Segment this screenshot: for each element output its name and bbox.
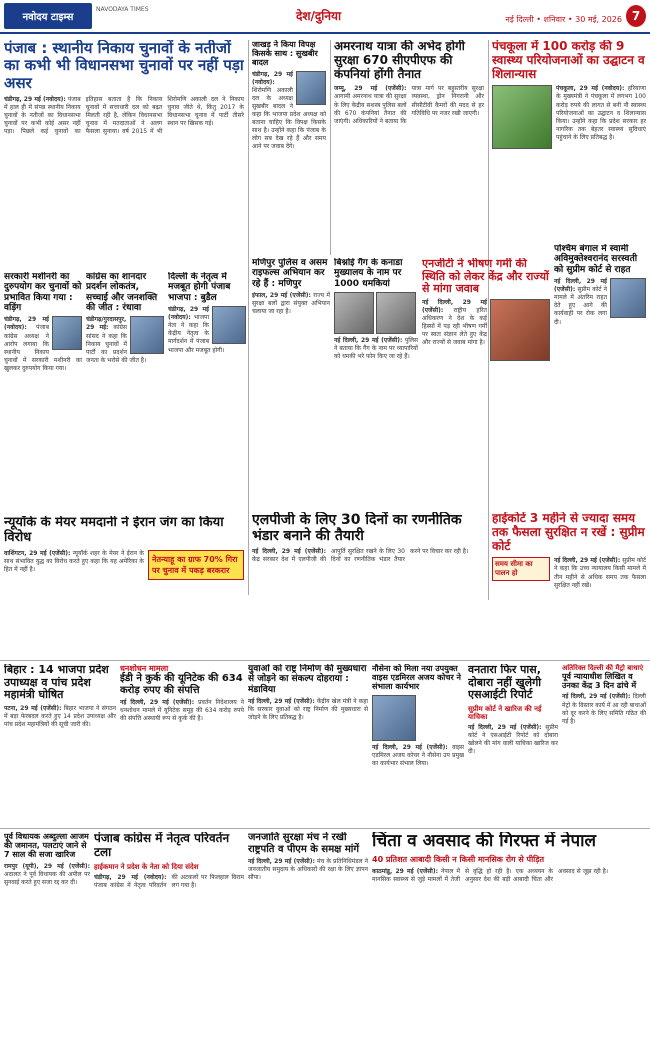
article-newyork (4, 516, 244, 656)
article-text: राज्य में सुरक्षा बलों द्वारा संयुक्त अभियान चलाया जा रहा है। (252, 292, 330, 316)
article-text: पंजाब कांग्रेस में नेतृत्व परिवर्तन की अटकलों पर फिलहाल विराम लग गया है। (94, 873, 244, 889)
article-body (4, 96, 244, 136)
article-text: केंद्र सरकार देश में एलपीजी की आपूर्ति सुरक्षित रखने के लिए 30 दिनों का रणनीतिक भंडार तैयार करने पर विचार कर रही है। (252, 548, 469, 564)
article-dateline: नई दिल्ली, 29 मई (एजेंसी): (554, 278, 607, 294)
article-text: आगामी अमरनाथ यात्रा की सुरक्षा के लिए केंद्रीय सशस्त्र पुलिस बलों की 670 कंपनियां तैनात की जाएंगी। अधिकारियों ने बताया कि यात्रा मार्ग पर बहुस्तरीय सुरक्षा व्यवस्था, ड्रोन निगरानी और सीसीटीवी कैमरों की मदद से हर गतिविधि पर नजर रखी जाएगी। (334, 85, 484, 125)
article-naujawan (372, 664, 464, 824)
article-amarnath (334, 40, 484, 250)
article-headline: युवाओं को राष्ट्र निर्माण की मुख्यधारा से जोड़ने का संकल्प दोहराया : मंडाविया (248, 664, 367, 695)
article-headline: पंजाब : स्थानीय निकाय चुनावों के नतीजों का कभी भी विधानसभा चुनावों पर नहीं पड़ा असर (4, 40, 244, 92)
article-yuva (248, 664, 368, 824)
article-dateline: चंडीगढ़, 29 मई (नवोदय): (168, 306, 209, 322)
page-number: 7 (626, 5, 646, 27)
article-text: पंजाब में हाल ही में संपन्न स्थानीय निकाय चुनावों के नतीजों का विधानसभा चुनावों पर कभी कोई असर नहीं पड़ा। पिछले कई चुनावों का इतिहास बताता है कि निकाय चुनावों में सत्ताधारी दल को बढ़त मिलती रही है, लेकिन विधानसभा चुनाव में मतदाताओं ने अलग फैसला सुनाया। वर्ष 2015 में भी शिरोमणि अकाली दल ने निकाय चुनाव जीते थे, किंतु 2017 के विधानसभा चुनाव में पार्टी तीसरे स्थान पर खिसक गई। (4, 95, 244, 136)
article-dateline: चंडीगढ़, 29 मई (नवोदय): (252, 70, 293, 86)
article-jakhar (252, 40, 326, 255)
article-body (252, 292, 330, 316)
article-headline: पंचकूला में 100 करोड़ की 9 स्वास्थ्य परियोजनाओं का उद्घाटन व शिलान्यास (492, 40, 645, 81)
article-lpg (252, 512, 484, 652)
article-headline: एनजीटी ने भीषण गर्मी की स्थिति को लेकर केंद्र और राज्यों से मांगा जवाब (422, 258, 549, 296)
article-body (562, 693, 646, 725)
article-dateline: रामपुर (यूपी), 29 मई (एजेंसी): (4, 862, 90, 870)
article-punjab-nikay (4, 40, 244, 268)
article-body (334, 85, 484, 125)
article-dateline: जम्मू, 29 मई (एजेंसी): (334, 85, 407, 93)
heatwave-photo (490, 299, 550, 361)
article-body (248, 698, 368, 722)
article-text: भाजपा नेता ने कहा कि केंद्रीय नेतृत्व के मार्गदर्शन में पंजाब भाजपा और मजबूत होगी। (168, 314, 225, 354)
article-body (94, 874, 244, 890)
masthead (0, 0, 650, 34)
highlight-box: नेतन्याहू का ग्राफ 70% गिरा पर चुनाव में पकड़ बरकरार (148, 550, 244, 580)
article-text: नेपाल में मानसिक स्वास्थ्य से जुड़े मामलों में तेजी से वृद्धि हो रही है। एक अध्ययन के अनुसार देश की बड़ी आबादी चिंता और अवसाद से जूझ रही है। (372, 867, 609, 883)
article-text: राष्ट्रीय हरित अधिकरण ने देश के कई हिस्सों में पड़ रही भीषण गर्मी पर स्वतः संज्ञान लेते हुए केंद्र और राज्यों से जवाब मांगा है। (422, 307, 487, 347)
article-body (4, 863, 90, 887)
article-delhi-bhajpa (168, 272, 246, 512)
article-bihar (4, 664, 116, 824)
article-headline: बिहार : 14 भाजपा प्रदेश उपाध्यक्ष व पांच प्रदेश महामंत्री घोषित (4, 664, 109, 702)
row-rule (0, 660, 650, 661)
article-dateline: वाशिंगटन, 29 मई (एजेंसी): (4, 549, 71, 557)
article-text: शिरोमणि अकाली दल के अध्यक्ष सुखबीर बादल ने कहा कि भाजपा प्रदेश अध्यक्ष को बताना चाहिए कि विपक्ष किसके साथ है। उन्होंने कहा कि पंजाब के लोग सब देख रहे हैं और समय आने पर जवाब देंगे। (252, 86, 326, 151)
article-dateline: चंडीगढ़, 29 मई (नवोदय): (94, 873, 167, 881)
article-headline: पूर्व न्यायाधीश लिखित व उनका केंद्र 3 दिन ढांचे में (562, 672, 637, 691)
inauguration-photo (492, 85, 552, 149)
column-rule (248, 40, 249, 595)
leader-photo (212, 306, 246, 344)
article-headline: पंजाब कांग्रेस में नेतृत्व परिवर्तन टला (94, 832, 230, 859)
newspaper-logo: नवोदय टाइम्स (4, 3, 92, 29)
article-delhi-metro (562, 664, 646, 824)
article-headline: कांग्रेस का शानदार प्रदर्शन लोकतंत्र, सच्चाई और जनशक्ति की जीत : रंधावा (86, 272, 158, 314)
article-headline: पश्चिम बंगाल में स्वामी अविमुक्तेश्वरानंद सरस्वती को सुप्रीम कोर्ट से राहत (554, 244, 638, 275)
article-headline: मणिपुर पुलिस व असम राइफल्स अभियान कर रहे हैं : मणिपुर (252, 258, 328, 289)
leader-photo (52, 316, 82, 350)
article-dateline: चंडीगढ़, 29 मई (नवोदय): (4, 316, 49, 332)
article-subhead: हाईकमान ने प्रदेश के नेता को दिया संदेश (94, 862, 199, 871)
article-headline: जनजाति सुरक्षा मंच ने रखी राष्ट्रपति व पीएम के समक्ष मांगें (248, 832, 360, 855)
article-headline: पूर्व विधायक अब्दुल्ला आजम की जमानत, पलटाएं जाने से 7 साल की सजा खारिज (4, 832, 89, 860)
article-purv-vidhayak (4, 832, 90, 1039)
article-headline: हाईकोर्ट 3 महीने से ज्यादा समय तक फैसला सुरक्षित न रखें : सुप्रीम कोर्ट (492, 512, 645, 553)
article-headline: अमरनाथ यात्रा की अभेद होगी सुरक्षा 670 सीएपीएफ की कंपनियां होंगी तैनात (334, 40, 465, 81)
article-kicker: अतिरिक्त दिल्ली की मैट्रो बाधाएं (562, 664, 644, 672)
sukhbir-badal-photo (296, 71, 326, 105)
article-edi (120, 664, 244, 824)
article-headline: सरकारी मशीनरी का दुरुपयोग कर चुनावों को प्रभावित किया गया : वड़िंग (4, 272, 82, 314)
article-text: पुलिस ने बताया कि गैंग के नाम पर व्यापारियों को धमकी भरे फोन किए जा रहे हैं। (334, 337, 418, 361)
article-subhead: सुप्रीम कोर्ट ने खारिज की नई याचिका (468, 704, 542, 721)
article-headline: ईडी ने कुर्क की यूनिटेक की 634 करोड़ रुपए की संपत्ति (120, 673, 243, 696)
article-text: सुप्रीम कोर्ट ने कहा कि उच्च न्यायालय किसी मामले में तीन महीने से अधिक समय तक फैसला सुरक्षित नहीं रखें। (554, 557, 646, 589)
article-headline: न्यूयॉर्क के मेयर ममदानी ने ईरान जंग का किया विरोध (4, 516, 224, 545)
issue-date: नई दिल्ली • शनिवार • 30 मई, 2026 (505, 15, 622, 24)
article-text: न्यूयॉर्क शहर के मेयर ने ईरान के साथ संभावित युद्ध का विरोध करते हुए कहा कि यह अमेरिका के हित में नहीं है। (4, 549, 144, 574)
article-dateline: नई दिल्ली, 29 मई (एजेंसी): (468, 724, 542, 732)
article-text: हरियाणा के मुख्यमंत्री ने पंचकूला में लगभग 100 करोड़ रुपये की लागत से बनी नौ स्वास्थ्य परियोजनाओं का उद्घाटन व शिलान्यास किया। उन्होंने कहा कि प्रदेश सरकार हर नागरिक तक बेहतर स्वास्थ्य सुविधाएं पहुंचाने के लिए प्रतिबद्ध है। (556, 85, 646, 141)
article-dateline: नई दिल्ली, 29 मई (एजेंसी): (372, 743, 448, 751)
article-text: पंजाब कांग्रेस अध्यक्ष ने आरोप लगाया कि स्थानीय निकाय चुनावों में सरकारी मशीनरी का खुलकर दुरुपयोग किया गया। (4, 324, 82, 372)
article-headline: नौसेना को मिला नया उपयुक्त वाइस एडमिरल अजय कोचर ने संभाला कार्यभार (372, 664, 461, 692)
article-headline: जाखड़ ने किया विपक्ष किसके साथ : सुखबीर बादल (252, 40, 318, 68)
article-vanatara (468, 664, 558, 824)
article-manipur (252, 258, 330, 500)
article-text: सुप्रीम कोर्ट ने मामले में अंतरिम राहत देते हुए आगे की कार्यवाही पर रोक लगा दी। (554, 286, 607, 326)
article-bengal (554, 244, 646, 494)
article-sarkari-mashinari (4, 272, 82, 512)
article-kicker: धनशोधन मामला (120, 664, 169, 673)
article-dateline: चंडीगढ़/गुरदासपुर, 29 मई: (86, 316, 127, 332)
article-headline: एलपीजी के लिए 30 दिनों का रणनीतिक भंडार बनाने की तैयारी (252, 512, 462, 545)
swami-photo (610, 278, 646, 318)
article-ngt-garmi (422, 258, 550, 498)
article-dateline: पंचकूला, 29 मई (नवोदय): (556, 85, 625, 93)
callout-box: समय सीमा का पालन हो (492, 557, 550, 581)
vice-admiral-photo (372, 695, 416, 741)
article-dateline: नई दिल्ली, 29 मई (एजेंसी): (562, 693, 631, 701)
article-dateline: नई दिल्ली, 29 मई (एजेंसी): (120, 699, 195, 707)
article-highcourt (492, 512, 646, 656)
article-dateline: नई दिल्ली, 29 मई (एजेंसी): (248, 858, 315, 865)
article-dateline: नई दिल्ली, 29 मई (एजेंसी): (422, 298, 487, 315)
article-dateline: इंफाल, 29 मई (एजेंसी): (252, 292, 311, 300)
article-body (252, 548, 484, 564)
article-punjab-congress (94, 832, 244, 1039)
article-headline: बिश्नोई गैंग के कनाडा मुख्यालय के नाम पर 1000 धमकियां (334, 258, 403, 289)
article-dateline: चंडीगढ़, 29 मई (नवोदय): (4, 95, 66, 103)
article-body (372, 868, 646, 884)
article-body (248, 858, 368, 882)
section-label: देश/दुनिया (296, 9, 342, 23)
article-text: बिहार भाजपा ने संगठन में बड़ा फेरबदल करते हुए 14 प्रदेश उपाध्यक्ष और पांच प्रदेश महामंत्रियों की सूची जारी की। (4, 704, 116, 729)
article-dateline: पटना, 29 मई (एजेंसी): (4, 704, 62, 712)
article-dateline: नई दिल्ली, 29 मई (एजेंसी): (252, 548, 326, 556)
article-headline: दिल्ली के नेतृत्व में मजबूत होगी पंजाब भाजपा : बुडैल (168, 272, 231, 303)
article-body (120, 699, 244, 723)
article-body (372, 744, 464, 768)
article-subhead: 40 प्रतिशत आबादी किसी न किसी मानसिक रोग से पीड़ित (372, 854, 545, 864)
article-dateline: नई दिल्ली, 29 मई (एजेंसी): (334, 337, 403, 345)
column-rule (330, 40, 331, 255)
row-rule (0, 828, 650, 829)
accused-photo (334, 292, 374, 334)
article-dateline: नई दिल्ली, 29 मई (एजेंसी): (554, 557, 621, 565)
article-text: केंद्रीय खेल मंत्री ने कहा कि सरकार युवाओं को राष्ट्र निर्माण की मुख्यधारा से जोड़ने के लिए प्रतिबद्ध है। (248, 698, 368, 722)
article-dateline: नई दिल्ली, 29 मई (एजेंसी): (248, 698, 315, 706)
article-headline: चिंता व अवसाद की गिरफ्त में नेपाल (372, 832, 597, 851)
article-text: अदालत ने पूर्व विधायक की अपील पर सुनवाई करते हुए सजा रद्द कर दी। (4, 870, 90, 886)
article-body (4, 705, 116, 729)
article-text: प्रवर्तन निदेशालय ने धनशोधन मामले में यूनिटेक समूह की 634 करोड़ रुपये की संपत्ति अस्थायी रूप से कुर्क की है। (120, 699, 244, 723)
article-text: कांग्रेस सांसद ने कहा कि निकाय चुनावों में पार्टी का प्रदर्शन जनता के भरोसे की जीत है। (86, 324, 147, 364)
accused-photo (376, 292, 416, 334)
article-body (334, 337, 418, 361)
article-panchkula (492, 40, 646, 240)
article-headline: वनतारा फिर पास, दोबारा नहीं खुलेगी एसआईटी रिपोर्ट (468, 664, 542, 702)
article-body (468, 724, 558, 756)
article-congress (86, 272, 164, 512)
article-janjati (248, 832, 368, 1039)
article-bishnoi (334, 258, 418, 498)
logo-subtitle: NAVODAYA TIMES (96, 6, 149, 13)
article-dateline: काठमांडू, 29 मई (एजेंसी): (372, 867, 439, 875)
article-text: दिल्ली मेट्रो के विस्तार कार्य में आ रही बाधाओं को दूर करने के लिए समिति गठित की गई है। (562, 693, 646, 725)
leader-photo (130, 316, 164, 354)
article-text: सुप्रीम कोर्ट ने एसआईटी रिपोर्ट को दोबारा खोलने की मांग वाली याचिका खारिज कर दी। (468, 724, 558, 756)
article-text: मंच के प्रतिनिधिमंडल ने जनजातीय समुदाय के अधिकारों की रक्षा के लिए ज्ञापन सौंपा। (248, 858, 368, 882)
article-nepal (372, 832, 646, 1039)
article-text: वाइस एडमिरल अजय कोचर ने नौसेना उप प्रमुख का कार्यभार संभाल लिया। (372, 743, 464, 767)
